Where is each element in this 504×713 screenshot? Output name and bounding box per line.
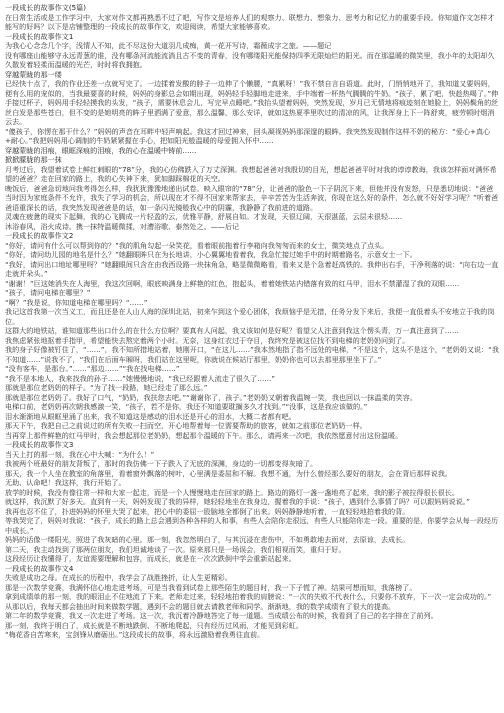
section-heading: 一段成长的故事作文4 <box>5 563 74 573</box>
paragraph: 我焦虑紧张地抠着手指甲，希望能快去熬完着两个小时。无奈，这身红衣过于夺目，我终究是被这位找不到电梯的老奶奶问到了。 <box>5 335 410 345</box>
paragraph: 那天下午，我把自己之前说过的所有失败一扫而空，开心地帮着每一位需要帮助的旅客，就如之前那位老奶奶一样。 <box>5 421 367 430</box>
paragraph: 从那以后，我每天都会抽出时间来做数学题，遇到不会的题目就去请教老师和同学。渐渐地，我的数学成绩有了很大的提高。 <box>5 601 396 611</box>
paragraph: “我好，请问出口地址哪里呀？”她翻眼间只含在由我西设路一块抹角急，略显微微略看，看来又是个急着赶高铁的。我伸出右手，干净利落的说：“向右边一直走就并朵头。” <box>5 259 499 278</box>
paragraph: 拿到成绩单的那一刻，我的眼泪止不住地流了下来。老师走过来，轻轻地拍着我的肩膀说：“一次的失败不代表什么，只要你不放弃，下一次一定会成功的。” <box>5 592 492 601</box>
section-heading: 一段成长的故事作文1 <box>5 31 74 41</box>
paragraph: “谢谢！”巨这她消失在人海里，我这次回啊，眼底映满身上鲜艳的红色，抱起头，着着她铁站内错落有致的红马甲，泪水不禁灌湿了我的双眼…… <box>5 278 460 288</box>
paragraph: “没有客车，是那台。”……“那边……”“我在找电梯……” <box>5 364 180 373</box>
paragraph: “傻孩子，你愣在那干什么？”妈妈的声音在耳畔中轻声响起。我这才回过神来，回头凝视妈妈那深邃的眼眸。我突然发现制作这样不奶的秘方：“爱心+真心+耐心。”我把妈妈用心调制的牛奶紧紧握在手心，把如阳光般温暖的母爱拥入怀中…… <box>5 126 491 145</box>
paragraph: 灵魂在疲惫的现实下起舞，我的心飞腾成一片轻盈的云，优雅平静，舒展自如。才发现，天很辽阔，天很湛蓝，云层未很轻…… <box>5 212 403 221</box>
paragraph: 那是一次数学竞赛，我满怀信心地走进考场，可是当我看到试卷上那些陌生的题目时，我一下子慌了神。结果可想而知，我落榜了。 <box>5 582 417 592</box>
paragraph: 等我哭完了，妈妈对我说：“孩子，成长的路上总会遇到各种各样的人和事，有些人会陪你走很远，有些人只能陪你走一段。重要的是，你要学会从每一段经历中成长。” <box>5 516 499 535</box>
paragraph: 无助、认命吧！我这样，我行开始了。 <box>5 478 126 487</box>
paragraph: 电梯口前，老奶奶再次朝我感激一笑，“孩子，若不是你，我还不知道要耽搁多久才找到。”“没事，这是我应该做的。” <box>5 402 368 411</box>
paragraph: “梅花香自苦寒来，宝剑锋从磨砺出。”这段成长的故事，将永远激励着我勇往直前。 <box>5 630 265 639</box>
paragraph: 那天，我一个人坐在教室的角落里，看着窗外飘落的树叶，心里满是委屈和不解。我想不通，为什么曾经那么要好的朋友，会在背后那样说我。 <box>5 468 452 478</box>
paragraph: 当天上打的那一刻，我在心中大喊：“为什么！” <box>5 449 155 459</box>
paragraph: “我不是本地人，我来找我的孙子……”她慢慢地说，“我已经跟着人流走了很久了……” <box>5 373 276 383</box>
paragraph: 第二天，我主动找到了那两位朋友，我们坦诚地谈了一次。原来那只是一场误会，我们相视而笑，重归于好。 <box>5 544 346 554</box>
paragraph: 我记这首我第一次当义工，而且还是在人山人海的深圳北站，初来乍到这个爱心团体，我烦恼乎是无措，任务分发下来后，我便一直低着头不安地立于我的岗位。 <box>5 307 495 326</box>
paragraph: 我被两个班最好的朋友背叛了，那时的我仿佛一下子跌入了无底的深渊，身边的一切都变得灰暗了。 <box>5 459 318 468</box>
section-heading: 穿越蒙眬的泪痕，眼眶深痕的泪痕，我的心在温暖中铸前…… <box>5 145 197 155</box>
paragraph: “孩子，请问电梯在哪里？” <box>5 288 91 297</box>
paragraph: 泪水渐渐地从眼眶里涌了出来，我不知道这是感动的泪水还是开心的泪水，大概二者都有吧。 <box>5 411 296 421</box>
paragraph: 月考过后，我望着试卷上鲜红刺眼的“78”分，我的心仿佛跌入了万丈深渊。我想起爸爸对我殷切的目光，想起爸爸平时对我的谆谆教诲，我该怎样面对满怀希望的爸爸？走在回家的路上，我的心失神下来，犹如脚踩棉花的天空。 <box>5 164 497 183</box>
paragraph: 我的身子好像被钉住了，“……”，我不知所措地站着，她刚开口，“在这儿……”我本然地指了指不远处的电梯，“不是这个，这头不是这个，“老奶奶又说：“我不知道……”说我不了，“我们在后面车厢呀，我们站在这里呢，你就说在候站厅那里，奶奶你也可以去那里那里坐下了。” <box>5 345 499 364</box>
paragraph: “你好，请问幼儿园的地名是什么？”她翻眼眸只在为长地讲，小心翼翼地看着我，我急忙接过她手中的时期着路名，示意女士一下。 <box>5 250 417 259</box>
paragraph: 在日常生活或是工作学习中，大家对作文都再熟悉不过了吧，写作文是培养人们的观察力、联想力、想象力、思考力和记忆力的重要手段。你知道作文怎样才能写的好吗？以下是店铺整理的一段成长的故事作文，欢迎阅读，希望大家能够喜欢。 <box>5 12 495 31</box>
paragraph: “啊？”我是说，你知道电梯在哪里吗？“……” <box>5 297 148 307</box>
paragraph: 妈妈的话像一缕阳光，照进了我灰暗的心里。那一刻，我忽然明白了，与其沉浸在悲伤中，不如勇敢地去面对，去原谅，去成长。 <box>5 535 410 544</box>
section-heading: 一段成长的故事作文3 <box>5 440 74 449</box>
document-body <box>5 3 499 640</box>
paragraph: 没有哪座山能够守永远青葱的谁，没有哪条河流能流淌且古不变的青春，没有哪缕阳光能保持四季无限灿烂的阳光。而在那温暖的微笑里，我小年的太阳却久久散发着轻柔而温暖的光芒，时时将我拥抱。 <box>5 50 495 69</box>
paragraph: 这段经历让我懂得了，友谊需要理解和包容，而成长，就是在一次次跌倒中学会重新站起来。 <box>5 554 296 563</box>
paragraph: “你好，请问有什么可以帮到你的？”我的肌角勾起一朵笑花，看着眼前拖着行李箱向我匆匆而来的女士，微笑地点了点头。 <box>5 240 389 250</box>
paragraph: 那就是那位老奶奶的样子。“为了找一段路，她已经走了那么远。” <box>5 383 208 392</box>
paragraph: 这群大的地铁站，谁知道那些出口什么的在什么方位啊？要真有人问起，我又该如何是好呢？看望父人注意到我这个愣头青，万一真注意到了…… <box>5 326 459 335</box>
paragraph: 放学的时候，我没有像往常一样和大家一起走，而是一个人慢慢地走在回家的路上。路边的路灯一盏一盏地亮了起来，我的影子被拉得很长很长。 <box>5 487 459 497</box>
paragraph: 我再也忍不住了，扑进妈妈的怀里大哭了起来，把心中的委屈一股脑地全都倒了出来。妈妈静静地听着，一直轻轻地拍着我的背。 <box>5 506 410 516</box>
paragraph: 沐浴春风，浴火成诗。携一抹特温暖微揉，对漕浴歌、泰然处之。——后记 <box>5 221 240 231</box>
paragraph: 那就是那位老奶奶了。我好了口气，“奶奶，我扶您去吧。”“谢谢你了，孩子。”老奶奶又朝着我温婉一笑，我也回以一抹温柔的笑容。 <box>5 392 417 402</box>
section-heading: 穿越蒙眬的那一缕 <box>5 69 62 79</box>
paragraph: 那一刻，我终于明白了，成长就是不断地跌倒、不断地爬起，只有经历过风雨，才能见到彩虹。 <box>5 620 303 630</box>
paragraph: 为我心心念念几个字，浅情人不知，此不尽这份大道羽几成痴，黄一花开写诗，霜薇成字之旅。——题记 <box>5 41 332 50</box>
section-heading: 一段成长的故事作文2 <box>5 231 74 240</box>
paragraph: 晚饭后，爸爸急切地问我考得怎么样，我犹犹豫豫地递出试卷。映入眼帘的“78”分，让爸爸的脸色一下子阴沉下来，但他并没有发怒，只是悉切地说：“爸爸当时因为家庭条件不允许，我失了学习的机会，所以现在才不得不回家来帮家去，辛辛苦苦为生活奔波，你现在这么好的条件，怎么就不好好学习呢？”听着爸爸语重深长的话，我突然发现爸爸是的话，如一条闪光镜般我心中的阴霾，我静静了我前进的道路。 <box>5 183 499 212</box>
paragraph: 已经快十点了，我的作业还差一点就写完了。一边揉着发酸的脖子一边伸了个懒腰，“真累呀！”我不禁自言自语道。此时，门悄悄地开了，我知道又要妈妈，便有么用的宠似的，当我最要喜的时候，妈妈的身影总会如期出现，妈妈轻手轻脚地走进来，手中端着一杯热气腾腾的牛奶。“孩子，累了吧，快趁热喝了。”伸手接过杯子，妈妈用手轻轻摸我的头发，“孩子，需要休息会儿，写完早点睡吧。”我抬头望着妈妈，突然发现，岁月已无情地将痕迹刻在她脸上，妈妈鬓角的丝丝白发是那些苍白，但不变的是她明亮的眸子里洒满了爱意，那么温馨，那么安详，就如这热夏季里吹过的清凉的风，让我浑身上下一阵舒爽，疲劳顿时烟消云去。 <box>5 79 499 126</box>
paragraph: 失败是成功之母。在成长的历程中，我学会了战胜挫折，让人生更精彩。 <box>5 573 232 582</box>
paragraph: 当再穿上那件鲜艳的红马甲时，我会想起那位老奶奶，想起那个温暖的下午。那么，请再来一次吧，我依然愿意付出这份温暖。 <box>5 430 403 440</box>
paragraph: 第二年的数学竞赛，我又一次走进了考场。这一次，我沉着冷静地答完了每一道题。当成绩公布的时候，我看到了自己的名字排在了前列。 <box>5 611 438 620</box>
section-heading: 掀掀朦胧的那一抹 <box>5 155 62 164</box>
section-heading: 一段成长的故事作文(5篇) <box>5 3 86 12</box>
paragraph: 就这样，我沉默了好多天。直到有一天，妈妈发现了我的异样，她轻轻地坐在我身边，握着我的手说：“孩子，遇到什么事情了吗？可以跟妈妈说说。” <box>5 497 470 506</box>
